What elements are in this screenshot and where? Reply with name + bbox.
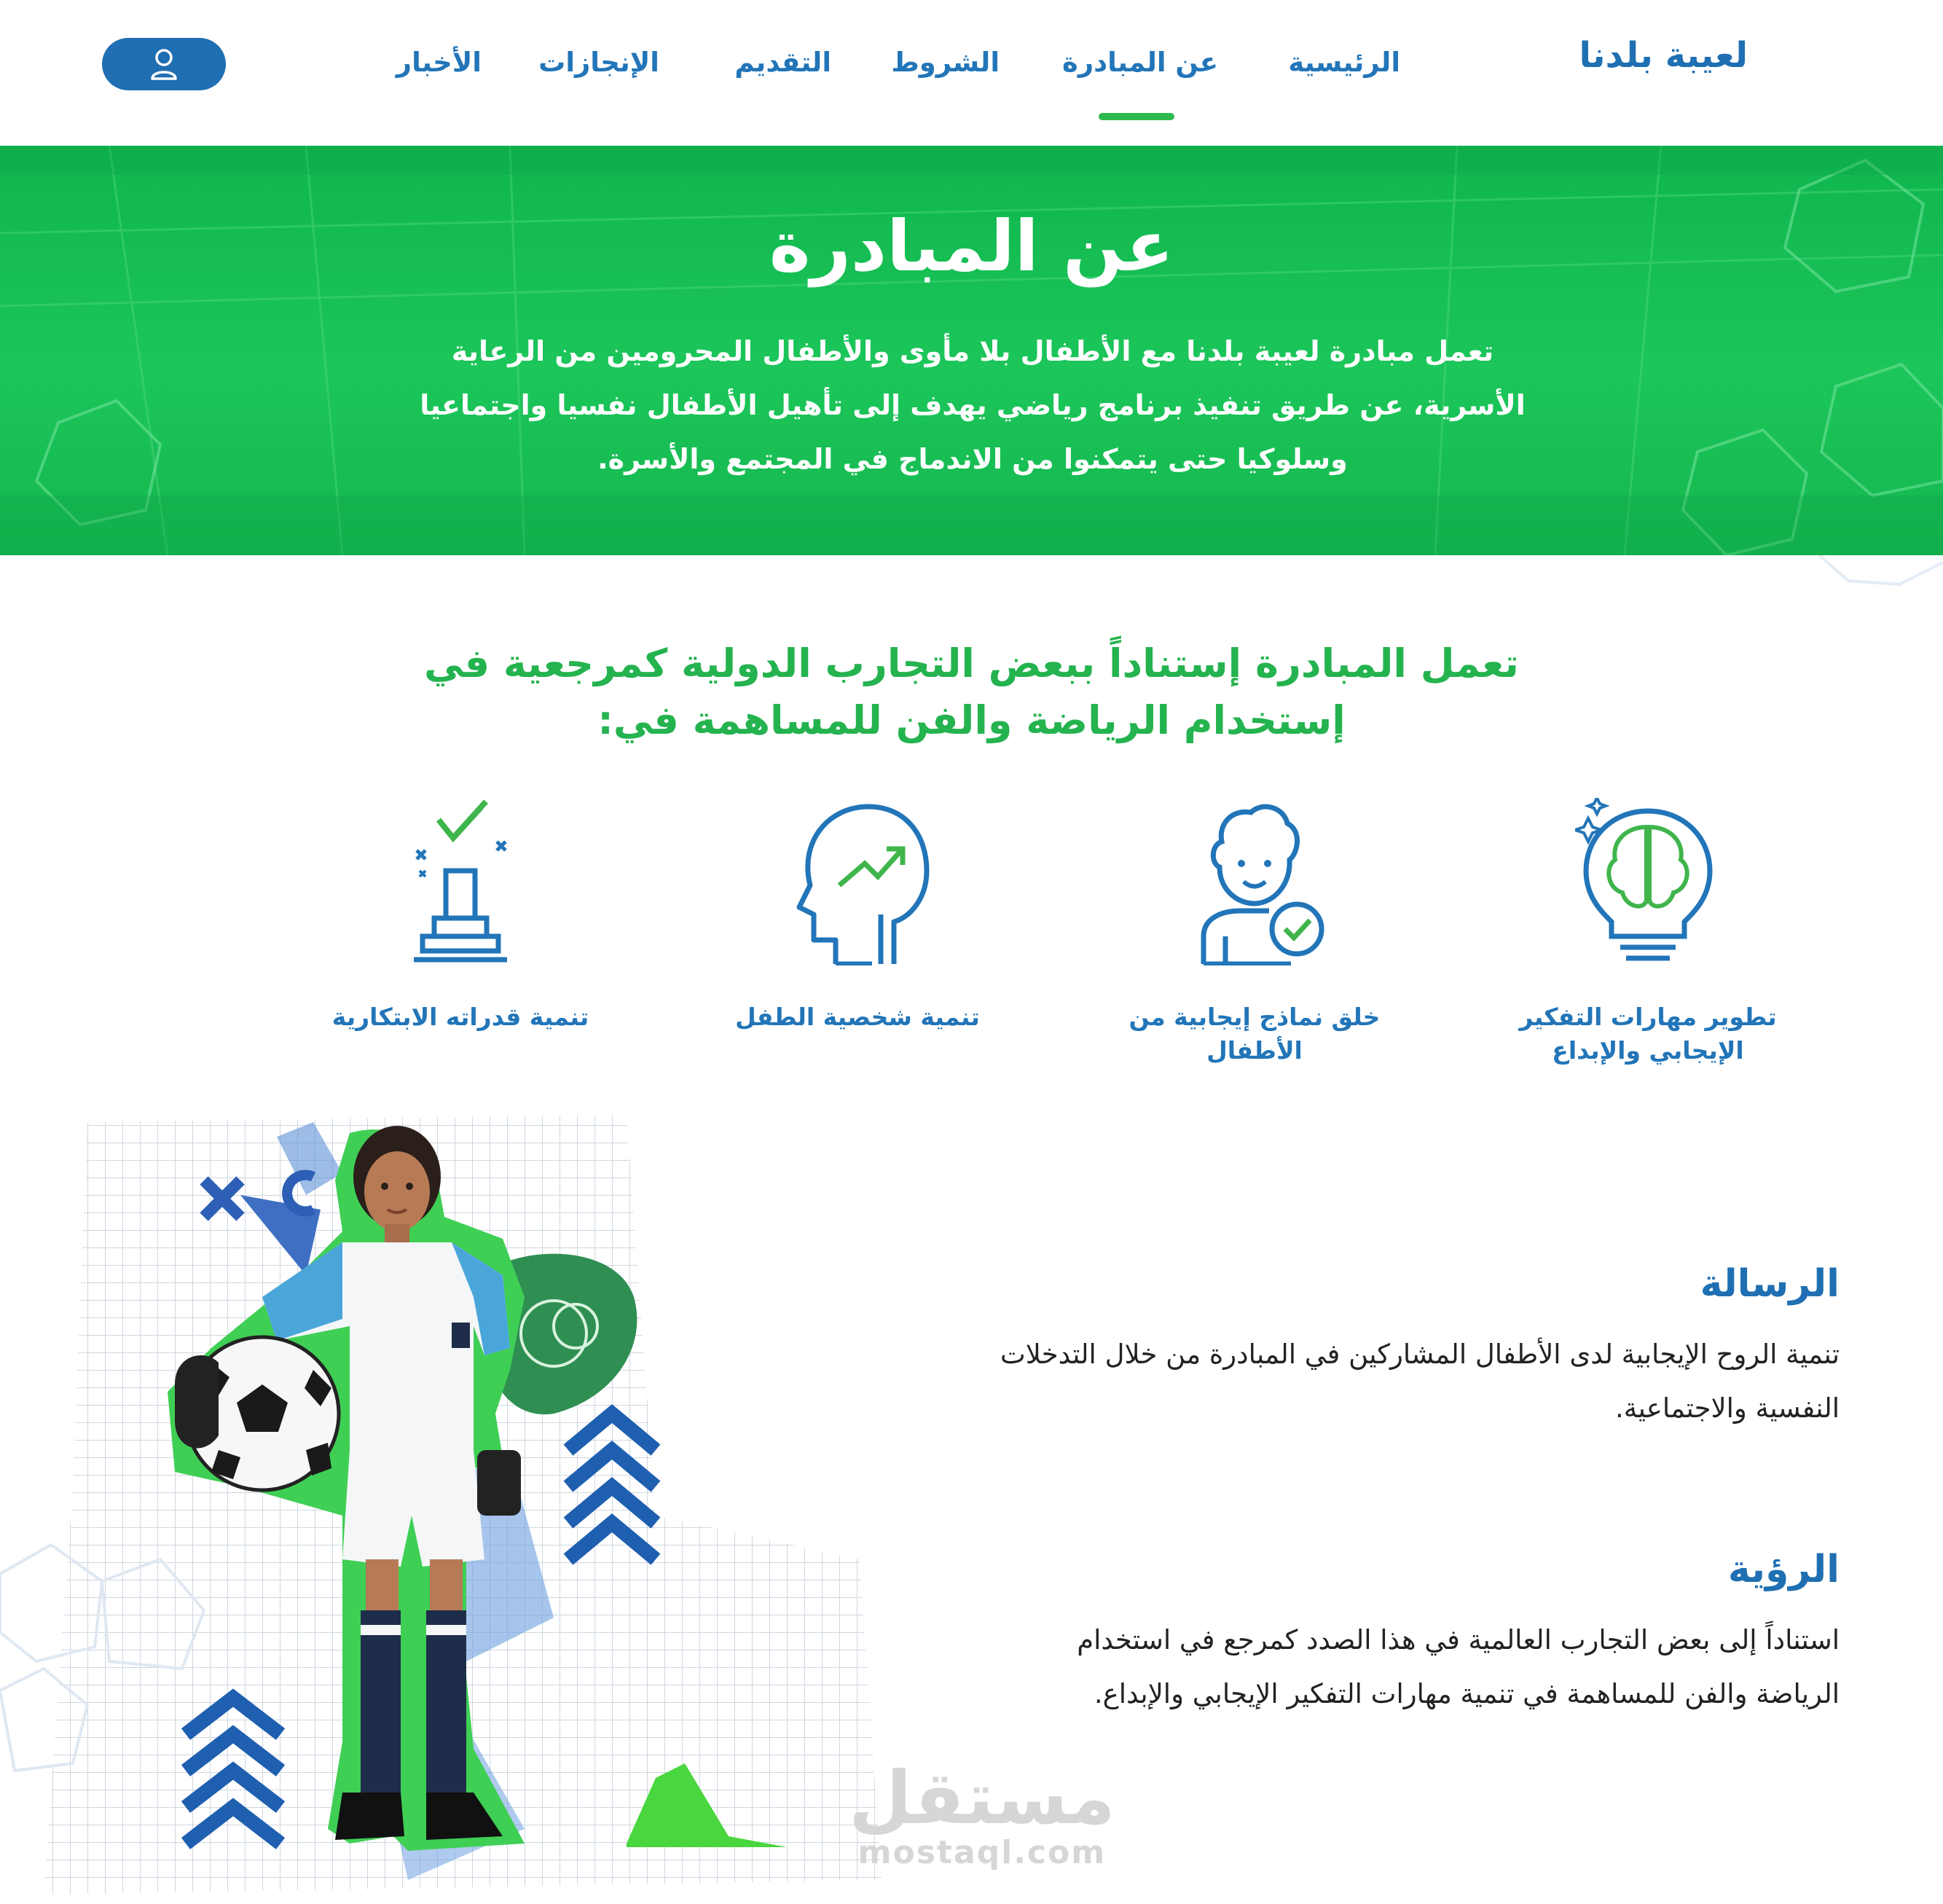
feature-personality (704, 798, 1010, 1034)
account-button[interactable] (102, 38, 226, 90)
collage-artwork (0, 1108, 911, 1901)
head-growth-arrow-icon (785, 798, 930, 965)
feature-label: خلق نماذج إيجابية من الأطفال (1128, 1003, 1381, 1065)
hero-title: عن المبادرة (769, 205, 1174, 287)
feature-label: تطوير مهارات التفكير الإيجابي والإبداع (1519, 1003, 1777, 1065)
nav-home[interactable]: الرئيسية (1288, 47, 1400, 78)
brain-lightbulb-icon (1575, 798, 1721, 965)
intro-heading: تعمل المبادرة إستناداً ببعض التجارب الدولية كمرجعية في إستخدام الرياضة والفن للمساهمة في: (424, 640, 1519, 743)
happy-child-check-icon (1182, 798, 1327, 965)
nav-news[interactable]: الأخبار (396, 47, 482, 78)
feature-creativity (307, 798, 613, 1034)
nav-terms[interactable]: الشروط (891, 47, 1000, 78)
ball-outline-decoration (1812, 555, 1943, 599)
vision-title: الرؤية (1727, 1548, 1840, 1591)
feature-thinking (1495, 798, 1801, 1067)
user-icon (149, 48, 178, 80)
mostaql-watermark (849, 1755, 1115, 1871)
nav-achievements[interactable]: الإنجازات (538, 47, 659, 78)
nav-about[interactable]: عن المبادرة (1062, 47, 1218, 78)
site-header (0, 0, 1943, 146)
trophy-check-icon (388, 798, 533, 965)
feature-label: تنمية قدراته الابتكارية (331, 1003, 589, 1031)
watermark-latin: mostaql.com (857, 1834, 1107, 1871)
nav-apply[interactable]: التقديم (734, 47, 831, 78)
watermark-arabic: مستقل (849, 1755, 1115, 1841)
feature-label: تنمية شخصية الطفل (735, 1003, 980, 1031)
hero-banner (0, 146, 1943, 555)
vision-text: استناداً إلى بعض التجارب العالمية في هذا الصدد كمرجع في استخدام الرياضة والفن للمساهمة في تنمية مهارات التفكير الإيجابي والإبداع. (1077, 1624, 1840, 1709)
nav-active-indicator (1099, 113, 1174, 120)
brand-logo[interactable]: لعيبة بلدنا (1579, 35, 1748, 76)
child-player-collage (0, 1108, 911, 1901)
feature-role-models (1102, 798, 1408, 1067)
hero-description: تعمل مبادرة لعيبة بلدنا مع الأطفال بلا مأوى والأطفال المحرومين من الرعاية الأسرية، عن طريق تنفيذ برنامج رياضي يهدف إلى تأهيل الأطفال نفسيا واجتماعيا وسلوكيا حتى يتمكنوا من الاندماج في المجتمع والأسرة. (420, 335, 1526, 475)
mission-text: تنمية الروح الإيجابية لدى الأطفال المشاركين في المبادرة من خلال التدخلات النفسية والاجتماعية. (1000, 1339, 1840, 1424)
mission-title: الرسالة (1700, 1262, 1840, 1306)
